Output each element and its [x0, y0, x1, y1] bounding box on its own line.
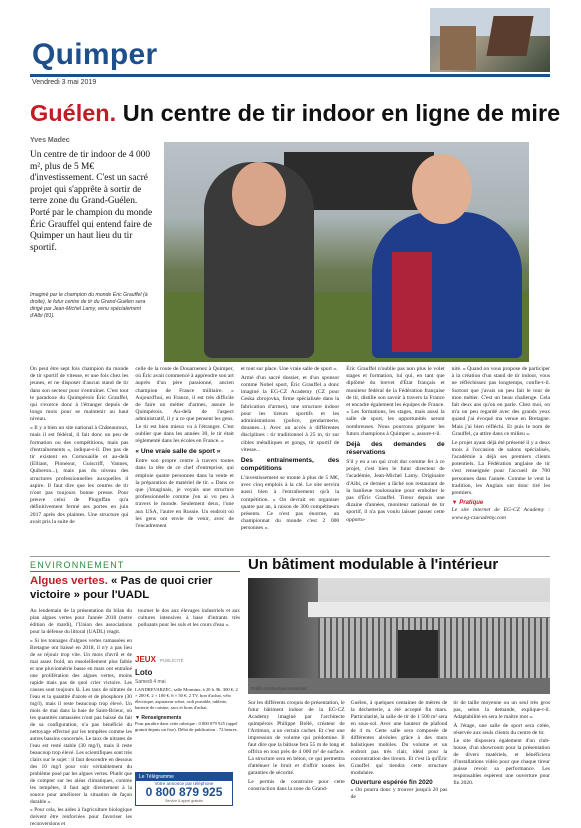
- headline-text: « Pas de quoi crier victoire » pour l'UADL: [30, 575, 213, 601]
- headline-kicker: Guélen.: [30, 100, 117, 126]
- paragraph: Le projet ayant déjà été présenté il y a deux mois à l'occasion de salons spécialisés, l'académie a déjà ses premiers clients potentiels. La Fédération anglaise de tir s'est renseignée pour l'accueil de 700 personnes dans l'année. Comme le veut la tradition, les Anglais ont donc tiré les premiers.: [451, 439, 551, 496]
- jeux-tag: JEUX PUBLICITÉ: [135, 655, 184, 664]
- environment-headline: [30, 575, 240, 602]
- loto-title: Loto: [135, 668, 153, 677]
- ad-footer: Service & appel gratuits: [165, 799, 203, 803]
- paragraph: On peut être sept fois champion du monde de tir sportif de vitesse, et une fois chez les jeunes, et ne disposer d'aucun stand de tir dans son secteur pour s'entraîner. C'est tout le paradoxe du Quimpérois Éric Grauffel, qui s'exerce donc à l'étranger depuis de longs mois pour se maintenir au haut niveau.: [30, 366, 129, 423]
- renseignements-text: Pour paraître dans cette rubrique : 0 800 879 925 (appel gratuit depuis un fixe). Délai de publication : 72 heures.: [135, 721, 238, 732]
- header-thumbnail: [430, 8, 550, 72]
- section-title: Quimper: [32, 38, 158, 71]
- telegramme-ad[interactable]: [135, 772, 233, 806]
- paragraph: « On pourra donc y trouver jusqu'à 20 pas de: [350, 787, 448, 800]
- paragraph: Éric Grauffel n'oublie pas non plus le volet stages et formation, lui qui, en tant que diplômé du brevet d'État français et moniteur fédéral de la Fédération française de tir, distille son savoir à travers la France et encadre également les équipes de France. « Les formations, les stages, mais aussi la salle de sport, les opportunités seront nombreuses. Nous pourrons préparer les futurs champions à Quimper », assure-t-il.: [346, 366, 445, 437]
- paragraph: S'il y en a un qui croit dur comme fer à ce projet, c'est bien le futur directeur de l'académie, Jean-Michel Lamy. Originaire d'Albi, ce dernier a lâché son restaurant de la banlieue toulousaine pour embolter le pas d'Éric Grauffel. Tireur depuis une dizaine d'années, moniteur national de tir sportif, il n'a pas voulu laisser passer cette opportu-: [346, 459, 445, 523]
- main-headline: [30, 100, 560, 127]
- paragraph: Sur les différents croquis de présentation, le futur bâtiment indoor de la EG-CZ Academy imaginé par l'architecte quimpérois Philippe Brélé, créateur de l'Artimon, a un certain cachet. Et c'est une impression de volume qui prédomine. Il faut dire que la bâtisse fera 55 m de long et offrira en tout près de 4 000 m² de surface. La structure sera en béton, ce qui permettra d'atténuer le bruit et d'offrir toutes les garanties de sécurité.: [248, 700, 345, 776]
- main-photo-caption: Imaginé par le champion du monde Éric Grauffel (à droite), le futur centre de tir du Grand-Guélen sera dirigé par Jean-Michel Lamy, venu spécialement d'Albi (81).: [30, 292, 148, 319]
- paragraph: nité. « Quand on vous propose de participer à la création d'un stand de tir indoor, vous ne réfléchissez pas longtemps, confie-t-il. Surtout que j'avais un peu fait le tour de mon métier. C'est un beau challenge. Cela fait deux ans qu'on en parle. Chez moi, on m'a un peu regardé avec des grands yeux quand j'ai évoqué ma venue en Bretagne. Mais j'ai bien réfléchi. Et puis le nom de Grauffel, ça attire dans ce milieu ».: [451, 366, 551, 437]
- main-article-body: [30, 366, 550, 548]
- article-column: [248, 700, 345, 806]
- paragraph: Entre son propre centre à travers toutes dans la tête de ce chef d'entreprise, qui emploie quatre personnes dans la vente et la préparation de matériel de tir. « Dans ce que j'imaginais, je voyais une structure professionnelle comme j'en ai vu peu à travers le monde. Seulement deux, l'une aux USA, l'autre en Russie. Un endroit où les gens ont envie de venir, avec de l'encadrement: [135, 458, 234, 530]
- paragraph: « Il y a bien un site national à Châteauroux, mais il est fédéral, il fait donc un peu de formation ou des compétitions, mais pas d'entraînements », indique-t-il. Des pas de tir existent en Cornouaille et au-delà (Elliant, Plonéour, Guiscriff, Vannes, Quiberon...), mais pas du niveau des structures professionnelles auxquelles il aspire. Il faut dire que les centres de tir n'ont pas toujours bonne presse. Pour preuve celui de Pluguffan qu'a définitivement fermé ses portes en juin 2017 après des plaintes. Une structure qui avait pris la suite de: [30, 425, 129, 525]
- issue-date: Vendredi 3 mai 2019: [32, 79, 97, 86]
- renseignements-label: ▼ Renseignements: [135, 715, 182, 721]
- paragraph: Le permis de construire pour cette construction dans la zone du Grand-: [248, 778, 345, 792]
- paragraph: celle de la route de Douarnenez à Quimper, où Éric avait commencé à apprendre son art auprès d'un père passionné, ancien champion de France militaire. « Aujourd'hui, en France, il est très difficile de faire un métier d'armes, assure le Quimpérois. Au-delà de l'aspect administratif, il y a ce que pensent les gens. Le tir est bien mieux vu à l'étranger. C'est oublier que dans les années 30, le tir était réglementé dans les écoles en France. »: [135, 366, 234, 445]
- subheading: Déjà des demandes de réservations: [346, 441, 445, 457]
- article-column: [30, 366, 128, 548]
- paragraph: tourner le dos aux élevages industriels et aux cultures intensives à base d'intrants très polluants pour les sols et les cours d'eau ».: [138, 608, 240, 628]
- paragraph: Au lendemain de la présentation du bilan du plan algues vertes pour l'année 2018 (notre édition de mardi), l'Union des associations pour la défense du littoral (UADL) réagit.: [30, 608, 132, 635]
- paragraph: Le site disposera également d'un club-house, d'un showroom pour la présentation de divers matériels, et bénéficiera d'installations vidéo pour que chaque tireur puisse revoir sa performance. Les responsables espèrent une ouverture pour fin 2020.: [453, 738, 551, 786]
- loto-date: Samedi 4 mai: [135, 679, 166, 685]
- building-article-body: [248, 700, 550, 806]
- article-column: [241, 366, 339, 548]
- header-rule: [30, 74, 550, 77]
- pratique-link[interactable]: Le site internet de EG-CZ Academy : www.eg-czacademy.com: [451, 507, 551, 521]
- subheading: Des entraînements, des compétitions: [240, 456, 340, 472]
- building-headline: Un bâtiment modulable à l'intérieur: [248, 556, 499, 573]
- paragraph: tir de taille moyenne ou un seul très gros pas, selon la demande, explique-t-il. Adaptabilité en sera le maître mot ».: [453, 700, 551, 720]
- article-column: [30, 608, 132, 827]
- article-column: [452, 366, 550, 548]
- paragraph: « Si les tonnages d'algues vertes ramassées en Bretagne ont baissé en 2018, il n'y a pas lieu de se réjouir trop vite. Un mois d'avril et de mai assez froid, un ensoleillement plus faible et une pluviométrie basse en mars ont entraîné une prolifération des algues vertes, moins rapide mais pas de quoi crier victoire. Les causes sont toujours là. Les taux de nitrates de l'eau et la quantité d'azote et de phosphore (30 mg/l), mais il reste beaucoup trop élevé. Un mois de mai dans la baie de Saint-Brieuc, où les quantités ramassées n'ont pas baissé du fait de sa configuration, n'a pas bénéficié du nettoyage effectué par les tempêtes comme les autres bassins concernés. Le taux de nitrates de l'eau est resté stable (30 mg/l), mais il reste beaucoup trop élevé. Les scientifiques sont très clairs sur le sujet : il faut descendre en dessous des 10 mg/l pour voir véritablement du problème posé par les algues vertes. Plutôt que de compter sur les aléas climatiques, comme les tempêtes, il faut agir directement à la source pour améliorer la situation de façon durable ».: [30, 637, 132, 805]
- paragraph: et tout sur place. Une vraie salle de sport ».: [240, 366, 338, 372]
- ad-brand: Le Télégramme: [136, 773, 232, 781]
- paragraph: « Pour cela, les aides à l'agriculture biologique doivent être renforcées pour favoriser les reconversions et: [30, 807, 132, 827]
- page-header: [0, 0, 581, 84]
- article-column: [453, 700, 550, 806]
- subheading: Ouverture espérée fin 2020: [350, 779, 433, 786]
- environment-section-tag: ENVIRONNEMENT: [30, 560, 240, 572]
- ad-phone-number[interactable]: 0 800 879 925: [145, 785, 223, 799]
- paragraph: À l'étage, une salle de sport sera créée, réservée aux seuls clients du centre de tir.: [453, 722, 551, 736]
- pratique-label: ▼ Pratique: [451, 500, 484, 507]
- headline-text: Un centre de tir indoor en ligne de mire: [122, 100, 561, 126]
- ad-subtitle: Votre annonce par téléphone: [154, 781, 214, 786]
- article-column: [351, 700, 448, 806]
- main-photo: [164, 142, 529, 358]
- paragraph: Armé d'un sacré dossier, et d'un sponsor comme Nobel sport, Éric Grauffel a donc imaginé la EG-CZ Academy (CZ pour Ceska zbrojovka, firme spécialisée dans la fabrication d'armes), une structure indoor pour les tireurs sportifs et les administrations (police, gendarmerie, douanes...). Avec un accès à différentes disciplines : tir traditionnel à 25 m, tir sur cibles métalliques et gongs, tir sportif de vitesse...: [240, 374, 340, 453]
- byline: Yves Madec: [30, 137, 70, 144]
- article-column: [346, 366, 444, 548]
- loto-details: LANDREVARZEC, salle Mormine, à 20 h. Bi. 300 €, 2 × 200 €, 2 × 100 €, 6 × 50 €, 2 TV, bon d'achat, vélo électrique, aspirateur robot, ordi portable, tablette, batterie de cuisine, sacs et bons d'achat.: [135, 687, 238, 710]
- building-photo: [248, 578, 550, 694]
- article-column: [135, 366, 233, 548]
- paragraph: L'investissement se monte à plus de 5 M€, avec cinq emplois à la clé. Le site servira aussi bien à l'entraînement qu'à la compétition. « On devrait en organiser quatre par an, à raison de 300 compétiteurs présents. Ce n'est pas énorme, un championnat du monde c'est 2 000 personnes ».: [240, 474, 340, 532]
- lead-paragraph: Un centre de tir indoor de 4 000 m², plus de 5 M€ d'investissement. C'est un sacré projet qui s'apprête à sortir de terre zone du Grand-Guélen. Porté par le champion du monde Éric Grauffel qui entend faire de Quimper un haut lieu du tir sportif.: [30, 150, 153, 253]
- headline-kicker: Algues vertes.: [30, 575, 108, 587]
- building-photo-caption: Profil Architecture Associés: [251, 686, 307, 691]
- subheading: « Une vraie salle de sport »: [135, 448, 221, 456]
- paragraph: Guélen, à quelques centaines de mètres de la déchetterie, a été accepté fin mars. Particularité, la salle de tir de 1 500 m² sera en sous-sol. Avec une hauteur de plafond de 4 m. Cette salle sera composée de différentes alvéoles grâce à des murs balistiques mobiles. Du volume et un endroit pas très clair, idéal pour la concentration des tireurs. Et c'est là qu'Éric Grauffel qui tiendra cette structure modulaire.: [350, 700, 448, 776]
